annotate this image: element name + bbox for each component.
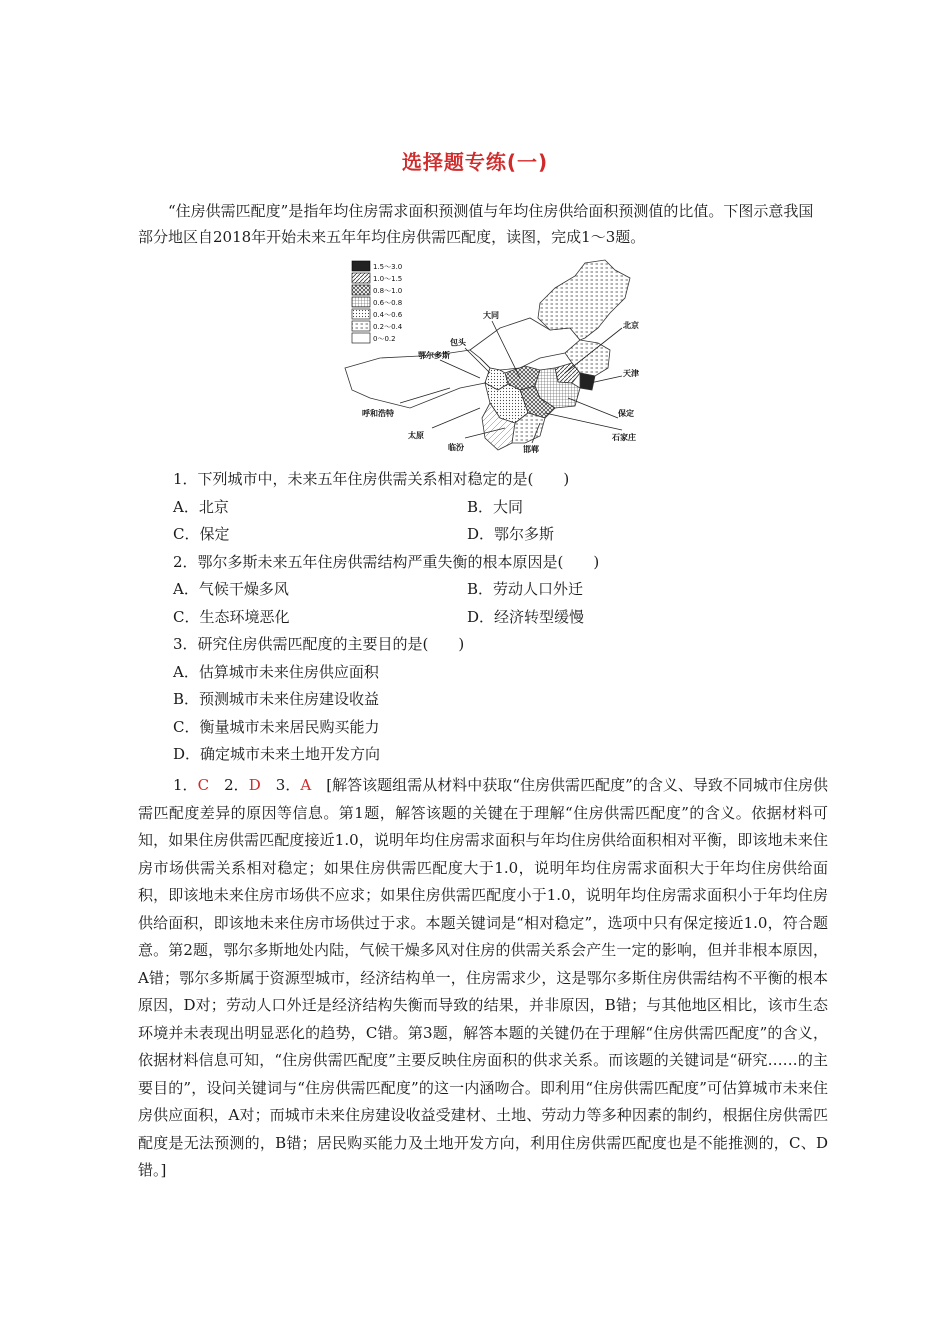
option-d: D．经济转型缓慢 [467,607,585,626]
answer-key: C [197,776,210,794]
option-c: C．衡量城市未来居民购买能力 [173,717,380,736]
answer-key: A [300,776,312,794]
legend-label: 0.8～1.0 [373,287,403,295]
region-inner-mongolia-east [538,260,630,340]
legend-swatch [352,333,370,343]
answer-number: 1． [173,776,198,794]
answer-key: D [248,776,261,794]
answer-text: [解答该题组需从材料中获取“住房供需匹配度”的含义、导致不同城市住房供需匹配度差异的原因等信息。第1题，解答该题的关键在于理解“住房供需匹配度”的含义。依据材料可知，如果住房供需匹配度接近1.0，说明年均住房需求面积与年均住房供给面积相对平衡，即该地未来住房市场供需关系相对稳定；如果住房供需匹配度大于1.0，说明年均住房需求面积大于年均住房供给面积，即该地未来住房市场供不应求；如果住房供需匹配度小于1.0，说明年均住房需求面积小于年均住房供给面积，即该地未来住房市场供过于求。本题关键词是“相对稳定”，选项中只有保定接近1.0，符合题意。第2题，鄂尔多斯地处内陆，气候干燥多风对住房的供需关系会产生一定的影响，但并非根本原因，A错；鄂尔多斯属于资源型城市，经济结构单一，住房需求少，这是鄂尔多斯住房供需结构不平衡的根本原因，D对；劳动人口外迁是经济结构失衡而导致的结果，并非原因，B错；与其他地区相比，该市生态环境并未表现出明显恶化的趋势，C错。第3题，解答本题的关键仍在于理解“住房供需匹配度”的含义，依据材料信息可知，“住房供需匹配度”主要反映住房面积的供求关系。而该题的关键词是“研究……的主要目的”，设问关键词与“住房供需匹配度”的这一内涵吻合。即利用“住房供需匹配度”可估算城市未来住房供应面积，A对；而城市未来住房建设收益受建材、土地、劳动力等多种因素的制约，根据住房供需匹配度是无法预测的，B错；居民购买能力及土地开发方向，利用住房供需匹配度也是不能推测的，C、D错。] [138,776,829,1179]
question-stem: 2．鄂尔多斯未来五年住房供需结构严重失衡的根本原因是( ) [173,552,600,571]
city-label-taiyuan: 太原 [408,431,424,440]
option-b: B．预测城市未来住房建设收益 [173,690,380,708]
option-a: A．估算城市未来住房供应面积 [173,662,379,681]
city-label-handan: 邯郸 [523,445,539,454]
city-label-hohhot: 呼和浩特 [362,409,394,418]
legend-swatch [352,321,370,331]
question-stem: 3．研究住房供需匹配度的主要目的是( ) [173,635,465,653]
city-label-baoding: 保定 [618,409,634,418]
legend-swatch [352,309,370,319]
option-b: B．劳动人口外迁 [467,580,584,598]
intro-paragraph: “住房供需匹配度”是指年均住房需求面积预测值与年均住房供给面积预测值的比值。下图示意我国部分地区自2018年开始未来五年年均住房供需匹配度，读图，完成1～3题。 [138,202,814,246]
option-a: A．气候干燥多风 [173,580,289,598]
city-label-linfen: 临汾 [448,443,464,452]
legend-label: 1.0～1.5 [373,275,403,283]
legend-label: 0.4～0.6 [373,311,403,319]
city-label-baotou: 包头 [450,338,466,347]
legend-label: 1.5～3.0 [373,263,403,271]
option-b: B．大同 [467,497,524,516]
option-c: C．保定 [173,525,230,543]
option-a: A．北京 [173,497,229,516]
legend-swatch [352,285,370,295]
question-stem: 1．下列城市中，未来五年住房供需关系相对稳定的是( ) [173,470,570,488]
legend-swatch [352,261,370,271]
option-row [173,576,823,604]
page-title: 选择题专练(一) [401,150,549,174]
option-row [173,521,823,549]
option-d: D．鄂尔多斯 [467,525,555,543]
region-tianjin [580,373,595,390]
city-label-ordos: 鄂尔多斯 [418,351,450,360]
housing-match-map [340,258,660,458]
option-c: C．生态环境恶化 [173,607,290,626]
answer-number: 2． [209,776,249,794]
answer-explanation [138,772,828,1185]
city-label-shijiazhuang: 石家庄 [612,433,636,442]
legend-swatch [352,273,370,283]
city-label-datong: 大同 [483,311,499,320]
legend-swatch [352,297,370,307]
legend-label: 0.2～0.4 [373,323,403,331]
legend-label: 0～0.2 [373,335,396,343]
map-legend [352,261,403,343]
answer-number: 3． [260,776,301,794]
option-d: D．确定城市未来土地开发方向 [173,745,381,763]
option-row [173,494,823,522]
city-label-tianjin: 天津 [623,369,639,378]
city-label-beijing: 北京 [623,321,639,330]
legend-label: 0.6～0.8 [373,299,403,307]
option-row [173,604,823,632]
question-list [173,466,823,769]
